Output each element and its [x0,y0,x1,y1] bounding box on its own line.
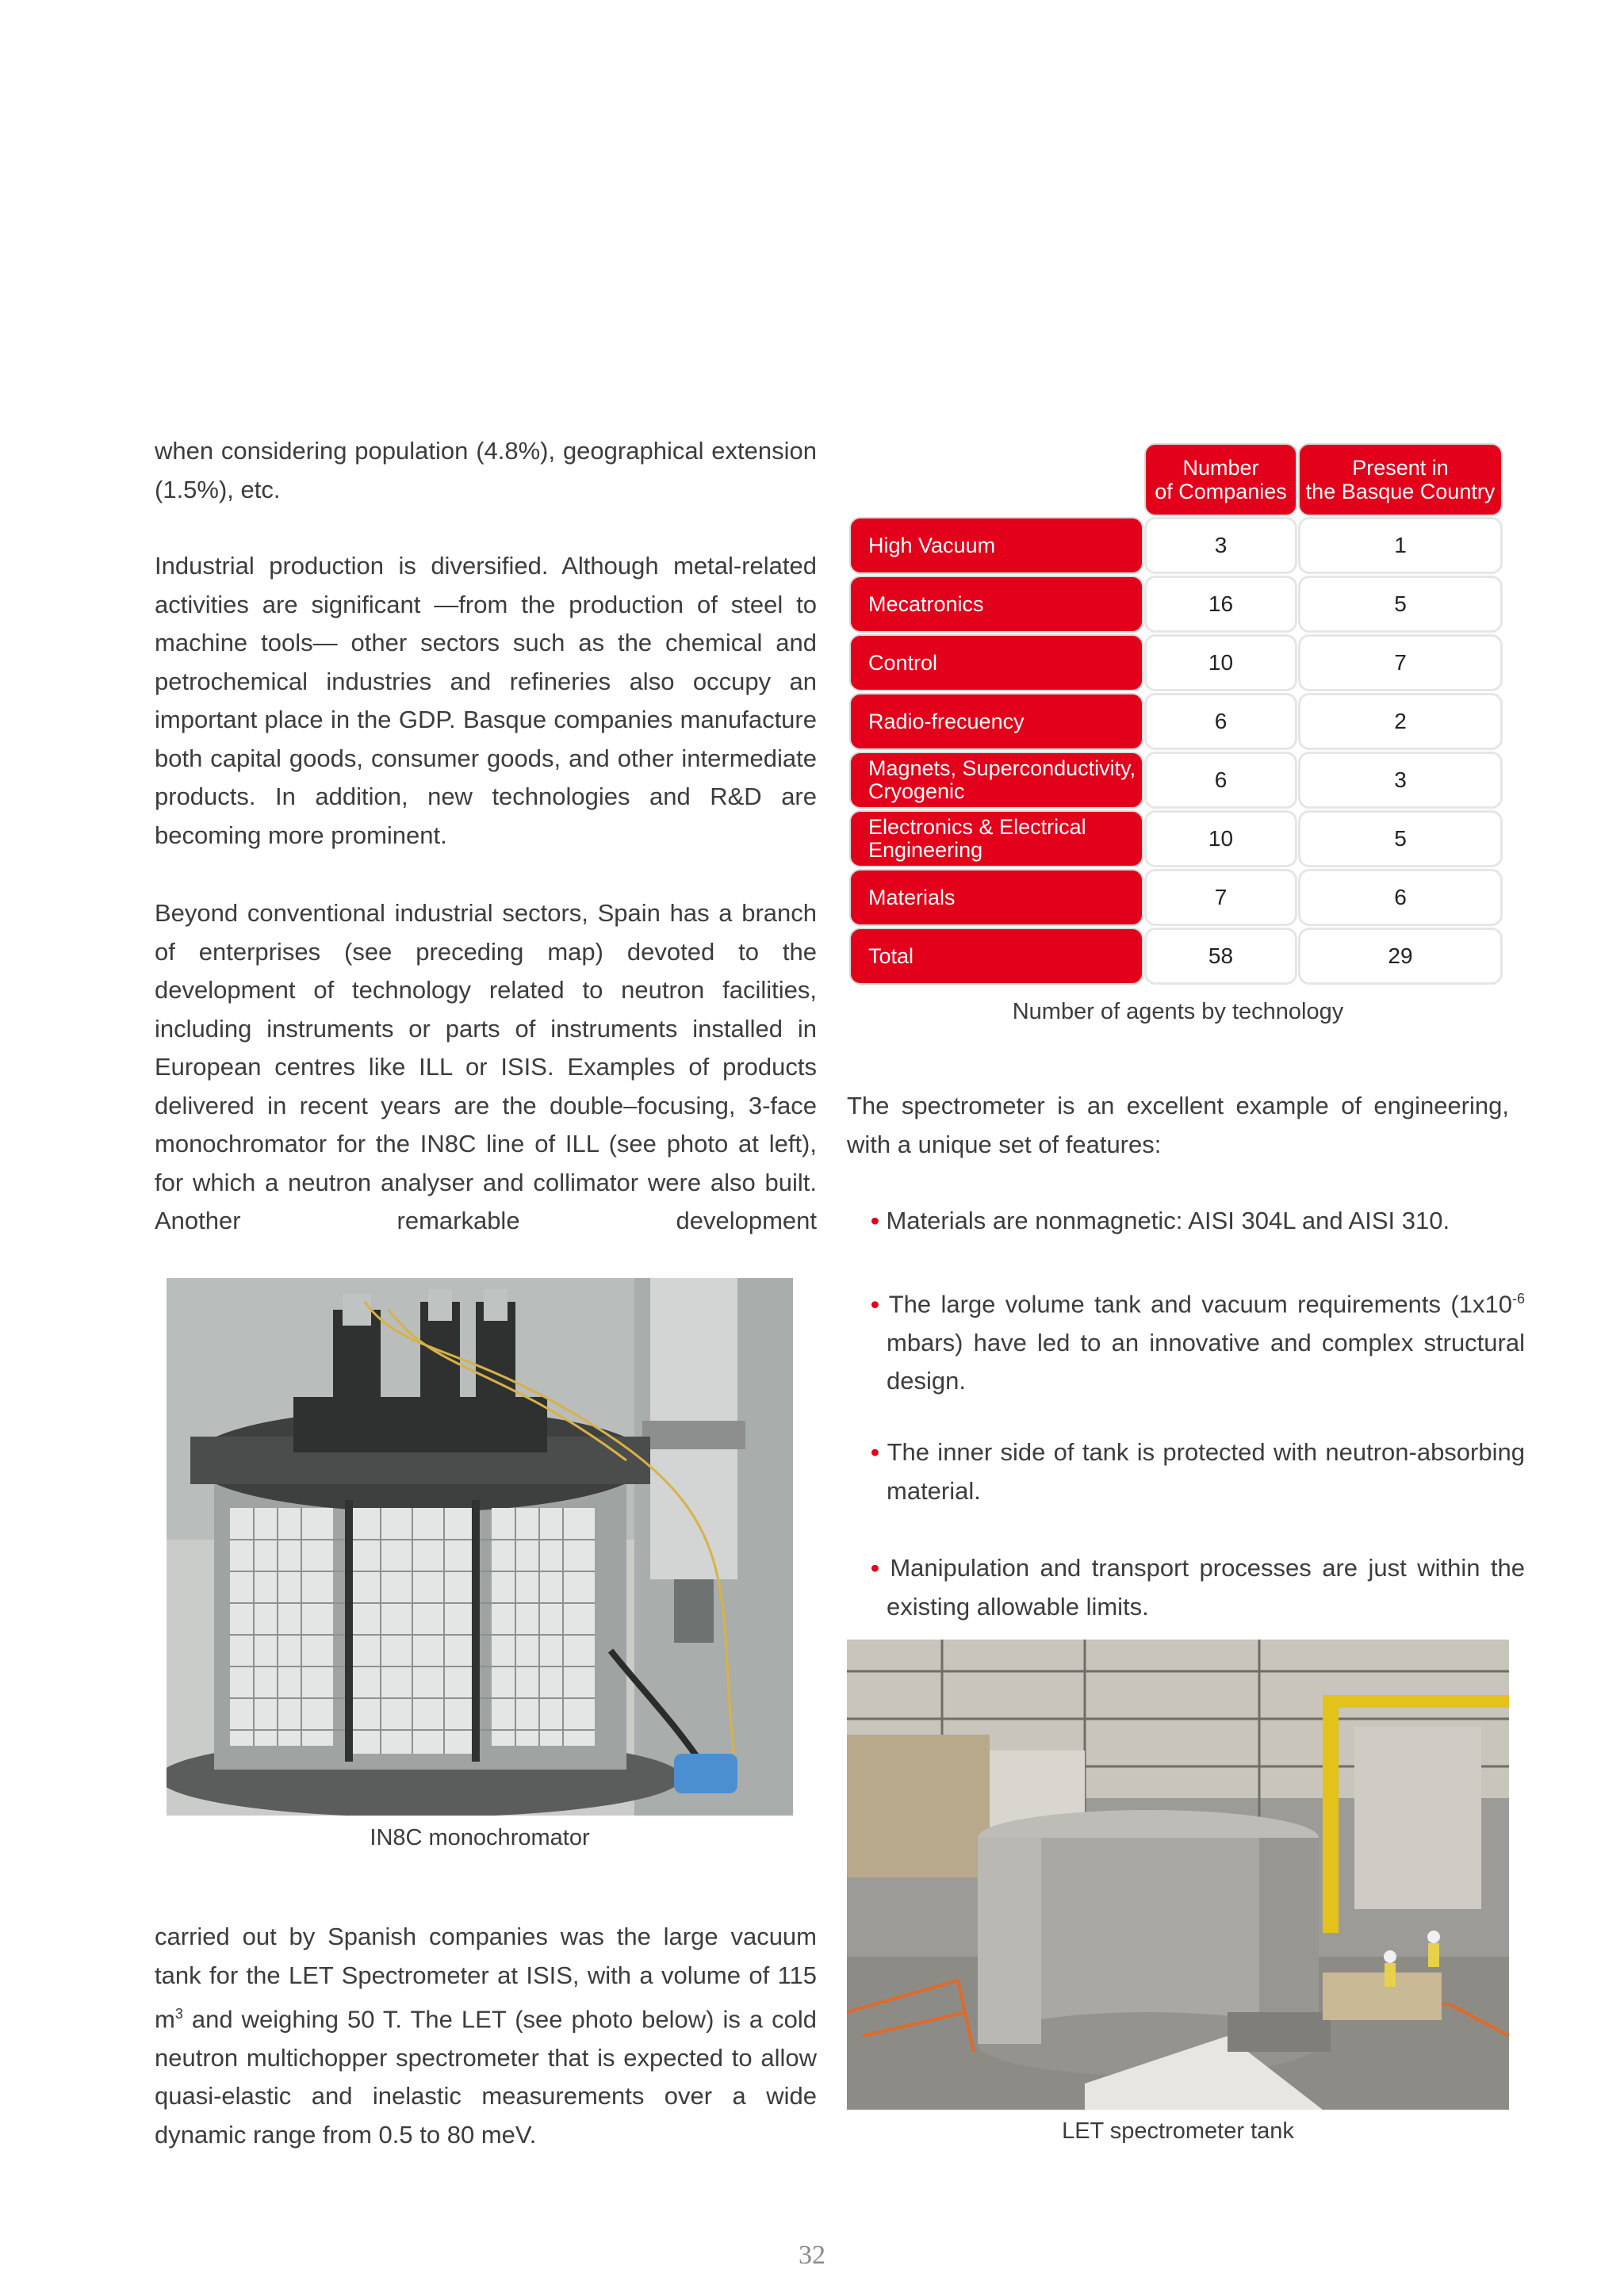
paragraph-line: when considering population (4.8%), geographical extension [155,437,817,465]
table-row-label [849,810,1143,867]
table-row-label: High Vacuum [849,517,1143,574]
table-row-label: Mecatronics [849,576,1143,633]
bullet-text: mbars) have led to an innovative and complex structural design. [887,1328,1525,1395]
table-cell-basque: 29 [1298,928,1503,985]
paragraph-industrial-production: Industrial production is diversified. Although metal-related activities are significant —from the production of steel to machine tools— other sectors such as the chemical and petrochemical industries and refineries also occupy an important place in the GDP. Basque companies manufacture both capital goods, consumer goods, and other intermediate products. In addition, new technologies and R&D are becoming more prominent. [155,552,817,849]
bullet-text: Manipulation and transport processes are just within the existing allowable limits. [887,1554,1525,1621]
bullet-item [871,1280,1525,1401]
table-cell-companies: 7 [1144,869,1297,926]
header-line: the Basque Country [1305,480,1496,503]
bullet-item [871,1202,1525,1241]
paragraph-let-tank [155,1918,817,2154]
bullet-text: Materials are nonmagnetic: AISI 304L and AISI 310. [886,1207,1450,1234]
table-cell-companies: 58 [1144,928,1297,985]
paragraph-neutron-enterprises: Beyond conventional industrial sectors, Spain has a branch of enterprises (see preceding map) devoted to the development of technology related to neutron facilities, including instruments or parts of instruments installed in European centres like ILL or ISIS. Examples of products delivered in recent years are the double–focusing, 3-face monochromator for the IN8C line of ILL (see photo at left), for which a neutron analyser and collimator were also built. Another remarkable development [155,899,817,1234]
monochromator-caption: IN8C monochromator [370,1825,590,1850]
let-tank-caption: LET spectrometer tank [1062,2118,1294,2144]
row-label-line: Cryogenic [868,779,965,803]
table-cell-companies: 16 [1144,576,1297,633]
table-row-label [849,752,1143,809]
header-line: of Companies [1155,480,1287,503]
superscript: 3 [174,2006,183,2022]
page-number: 32 [799,2241,825,2270]
paragraph-text: carried out by Spanish companies was the large vacuum tank for the LET Spectrometer at ISIS, with a volume of 115 m [155,1923,817,2034]
table-cell-basque: 5 [1298,576,1503,633]
paragraph-line: (1.5%), etc. [155,475,281,503]
bullet-marker: • [871,1207,879,1234]
row-label-line: Magnets, Superconductivity, [868,756,1136,780]
table-cell-basque: 6 [1298,869,1503,926]
bullet-marker: • [871,1554,879,1582]
paragraph-text: and weighing 50 T. The LET (see photo below) is a cold neutron multichopper spectrometer that is expected to allow quasi-elastic and inelastic measurements over a wide dynamic range from 0.5 to 80 meV. [155,2005,817,2149]
in8c-monochromator-photo [167,1278,793,1816]
bullet-marker: • [871,1290,879,1318]
table-cell-basque: 7 [1298,634,1503,691]
bullet-text: The inner side of tank is protected with neutron-absorbing material. [887,1438,1525,1505]
bullet-item [871,1549,1525,1626]
header-line: Present in [1352,456,1449,480]
table-cell-companies: 10 [1144,810,1297,867]
table-header-companies [1144,443,1297,516]
table-cell-basque: 5 [1298,810,1503,867]
bullet-text: The large volume tank and vacuum requirements (1x10 [888,1290,1512,1318]
superscript: -6 [1511,1291,1525,1307]
bullet-item [871,1433,1525,1510]
table-cell-companies: 6 [1144,752,1297,809]
table-caption: Number of agents by technology [1012,999,1344,1024]
table-row-label: Total [849,928,1143,985]
paragraph-spectrometer: The spectrometer is an excellent example of engineering, with a unique set of features: [847,1092,1509,1158]
table-cell-companies: 6 [1144,693,1297,750]
table-row-label: Control [849,634,1143,691]
table-cell-companies: 3 [1144,517,1297,574]
table-cell-basque: 1 [1298,517,1503,574]
paragraph-population [155,432,817,509]
table-row-label: Materials [849,869,1143,926]
table-cell-basque: 3 [1298,752,1503,809]
table-cell-companies: 10 [1144,634,1297,691]
row-label-line: Electronics & Electrical [868,815,1086,839]
bullet-marker: • [871,1438,879,1466]
table-row-label: Radio-frecuency [849,693,1143,750]
row-label-line: Engineering [868,838,983,862]
table-header-basque [1298,443,1503,516]
header-line: Number [1182,456,1259,480]
table-cell-basque: 2 [1298,693,1503,750]
let-spectrometer-tank-photo [847,1640,1509,2110]
